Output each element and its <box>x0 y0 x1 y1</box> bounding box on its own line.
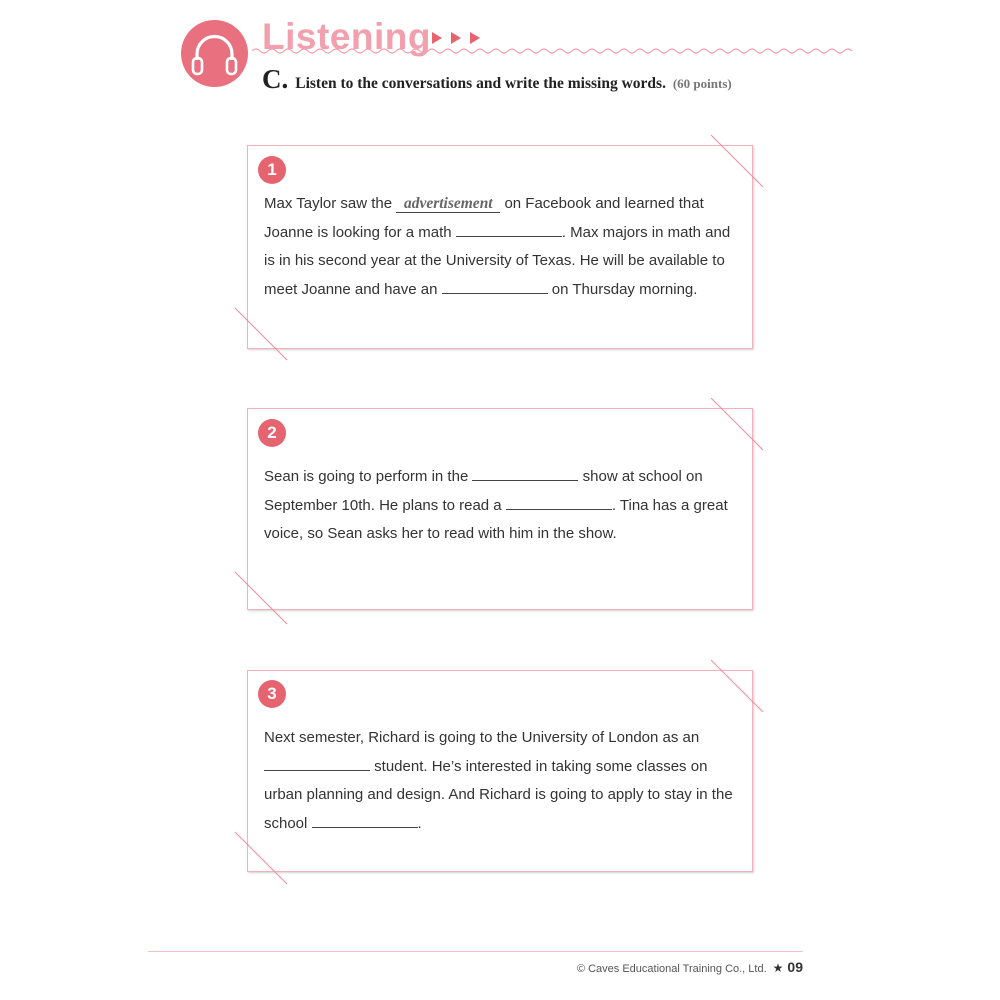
answer-filled: advertisement <box>396 195 500 213</box>
answer-blank[interactable] <box>456 220 562 237</box>
footer-divider <box>148 951 803 952</box>
listening-badge <box>181 20 248 87</box>
wavy-divider <box>252 44 854 58</box>
answer-blank[interactable] <box>312 811 418 828</box>
footer <box>577 959 803 975</box>
copyright-text: © Caves Educational Training Co., Ltd. <box>576 963 767 975</box>
question-number-2: 2 <box>258 419 286 447</box>
answer-blank[interactable] <box>442 277 548 294</box>
answer-blank[interactable] <box>472 464 578 481</box>
question-text-1: Max Taylor saw the advertisement on Facebook and learned that Joanne is looking for a math . Max majors in math and is in his second year at the University of Texas. He will be available to meet Joanne and have an on Thursday morning. <box>264 195 731 299</box>
headphones-icon <box>181 20 248 87</box>
star-icon: ★ <box>772 961 784 975</box>
question-text-2: Sean is going to perform in the show at school on September 10th. He plans to read a . Tina has a great voice, so Sean asks her to read with him in the show. <box>264 463 734 549</box>
section-title: Listening <box>262 16 431 57</box>
page-number: 09 <box>787 959 803 975</box>
answer-blank[interactable] <box>264 754 370 771</box>
triple-arrow-icon <box>432 31 484 45</box>
section-letter: C. <box>262 64 289 94</box>
question-number-1: 1 <box>258 156 286 184</box>
instruction <box>262 64 732 95</box>
question-number-3: 3 <box>258 680 286 708</box>
question-text-3: Next semester, Richard is going to the University of London as an student. He’s interested in taking some classes on urban planning and design. And Richard is going to apply to stay in the school . <box>264 729 733 833</box>
instruction-text: Listen to the conversations and write the missing words. <box>295 75 666 92</box>
answer-blank[interactable] <box>506 493 612 510</box>
points-label: (60 points) <box>672 76 732 91</box>
